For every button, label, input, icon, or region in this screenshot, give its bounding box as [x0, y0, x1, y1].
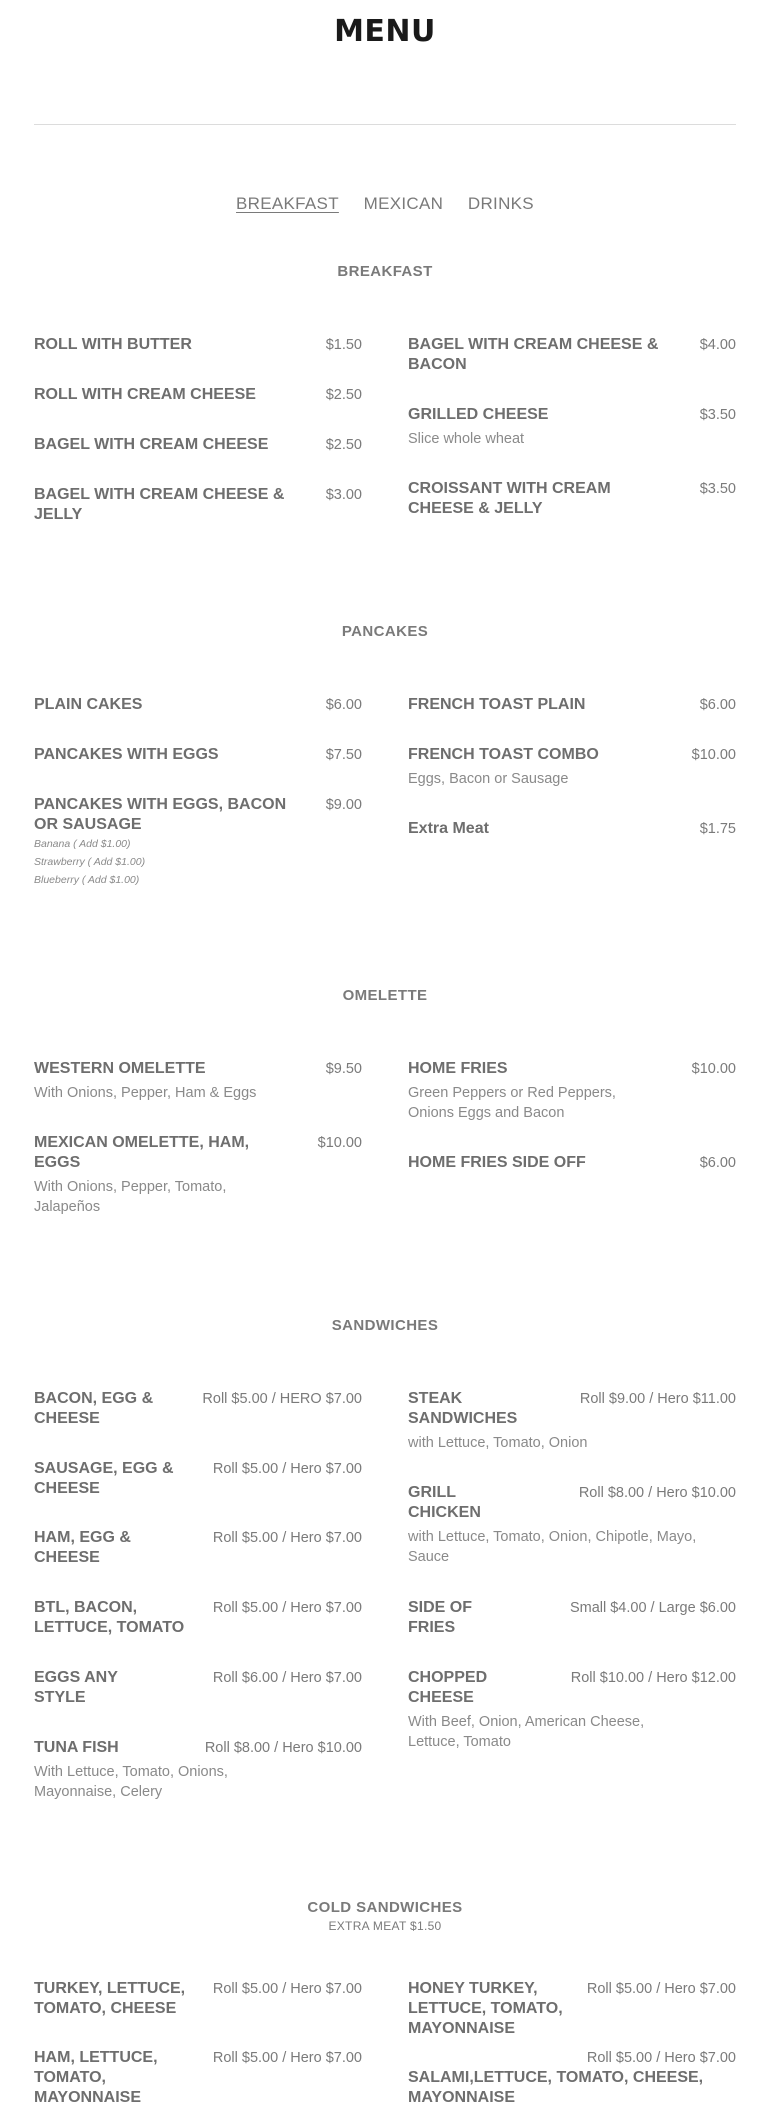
item-price: Roll $6.00 / Hero $7.00: [212, 1670, 362, 1686]
item-name: HOME FRIES: [408, 1060, 508, 1077]
menu-tabs: [0, 194, 770, 214]
menu-item: [34, 1389, 362, 1429]
item-name: ROLL WITH BUTTER: [34, 336, 192, 353]
menu-item: [34, 1668, 362, 1708]
section-subtitle: EXTRA MEAT $1.50: [328, 1919, 442, 1933]
section-breakfast: [34, 262, 736, 523]
item-price: Roll $5.00 / Hero $7.00: [586, 1981, 736, 1997]
item-price: Roll $5.00 / HERO $7.00: [202, 1391, 362, 1407]
menu-item: [408, 1059, 736, 1123]
item-name: HOME FRIES SIDE OFF: [408, 1154, 586, 1171]
menu-item: [408, 695, 736, 715]
tab-mexican[interactable]: MEXICAN: [363, 194, 444, 213]
item-name: CROISSANT WITH CREAM CHEESE & JELLY: [408, 480, 611, 517]
menu-item: [408, 2048, 736, 2108]
item-name: BAGEL WITH CREAM CHEESE: [34, 436, 269, 453]
menu-item: [408, 1153, 736, 1173]
menu-item: [408, 405, 736, 449]
item-description: With Onions, Pepper, Ham & Eggs: [34, 1085, 257, 1101]
menu-item: [34, 1059, 362, 1103]
menu-item: [34, 695, 362, 715]
item-price: $1.50: [325, 337, 362, 353]
item-note: Strawberry ( Add $1.00): [34, 856, 146, 868]
item-name: TURKEY, LETTUCE, TOMATO, CHEESE: [34, 1980, 186, 2017]
item-price: $10.00: [691, 747, 736, 763]
section-title: COLD SANDWICHES: [307, 1899, 463, 1916]
item-price: Roll $5.00 / Hero $7.00: [586, 2050, 736, 2066]
section-cold-sandwiches: [34, 1898, 736, 2106]
item-price: Roll $5.00 / Hero $7.00: [212, 2050, 362, 2066]
item-name: HAM, EGG & CHEESE: [34, 1529, 131, 1566]
item-description: With Onions, Pepper, Tomato, Jalapeños: [34, 1179, 227, 1215]
section-pancakes: [34, 622, 736, 886]
menu-item: [34, 1528, 362, 1568]
item-name: Extra Meat: [408, 820, 489, 837]
item-price: $4.00: [699, 337, 736, 353]
menu-item: [34, 1979, 362, 2019]
menu-item: [408, 1483, 736, 1567]
section-sandwiches: [34, 1316, 736, 1800]
item-name: STEAK SANDWICHES: [408, 1390, 518, 1427]
menu-item: [34, 795, 362, 889]
item-price: $6.00: [699, 1155, 736, 1171]
item-price: $9.50: [325, 1061, 362, 1077]
item-price: Roll $10.00 / Hero $12.00: [570, 1670, 736, 1686]
item-price: $10.00: [317, 1135, 362, 1151]
item-description: with Lettuce, Tomato, Onion, Chipotle, Mayo, Sauce: [408, 1529, 697, 1565]
item-description: Eggs, Bacon or Sausage: [408, 771, 569, 787]
item-name: SIDE OF FRIES: [408, 1599, 473, 1636]
item-name: BACON, EGG & CHEESE: [34, 1390, 154, 1427]
item-name: SALAMI,LETTUCE, TOMATO, CHEESE, MAYONNAISE: [408, 2069, 704, 2106]
section-title: BREAKFAST: [337, 263, 433, 280]
menu-item: [34, 745, 362, 765]
item-price: $3.50: [699, 481, 736, 497]
menu-item: [34, 2048, 362, 2108]
menu-item: [408, 1598, 736, 1638]
header-divider: [34, 124, 736, 125]
menu-item: [34, 435, 362, 455]
item-name: HONEY TURKEY, LETTUCE, TOMATO, MAYONNAISE: [408, 1980, 563, 2037]
item-name: MEXICAN OMELETTE, HAM, EGGS: [34, 1134, 250, 1171]
item-price: Roll $8.00 / Hero $10.00: [204, 1740, 362, 1756]
item-name: BTL, BACON, LETTUCE, TOMATO: [34, 1599, 185, 1636]
item-name: PANCAKES WITH EGGS: [34, 746, 219, 763]
item-price: $10.00: [691, 1061, 736, 1077]
item-description: With Lettuce, Tomato, Onions, Mayonnaise, Celery: [34, 1764, 228, 1800]
menu-item: [408, 335, 736, 375]
item-name: CHOPPED CHEESE: [408, 1669, 488, 1706]
menu-item: [34, 485, 362, 525]
item-name: PANCAKES WITH EGGS, BACON OR SAUSAGE: [34, 796, 287, 833]
menu-item: [408, 819, 736, 839]
item-price: Roll $8.00 / Hero $10.00: [578, 1485, 736, 1501]
item-price: Small $4.00 / Large $6.00: [569, 1600, 736, 1616]
tab-drinks[interactable]: DRINKS: [467, 194, 534, 213]
menu-item: [408, 1668, 736, 1752]
menu-item: [34, 1738, 362, 1802]
item-note: Banana ( Add $1.00): [34, 838, 131, 850]
item-name: SAUSAGE, EGG & CHEESE: [34, 1460, 174, 1497]
item-price: $1.75: [699, 821, 736, 837]
menu-item: [34, 1459, 362, 1499]
menu-item: [34, 1133, 362, 1217]
tab-breakfast[interactable]: BREAKFAST: [236, 194, 339, 213]
menu-item: [408, 1389, 736, 1453]
item-name: HAM, LETTUCE, TOMATO, MAYONNAISE: [34, 2049, 158, 2106]
item-note: Blueberry ( Add $1.00): [34, 874, 140, 886]
menu-item: [408, 1979, 736, 2039]
menu-item: [34, 1598, 362, 1638]
menu-item: [34, 385, 362, 405]
menu-item: [408, 745, 736, 789]
page-title: MENU: [334, 14, 436, 49]
item-price: $6.00: [699, 697, 736, 713]
item-price: Roll $5.00 / Hero $7.00: [212, 1981, 362, 1997]
item-price: $7.50: [325, 747, 362, 763]
item-description: with Lettuce, Tomato, Onion: [408, 1435, 588, 1451]
menu-item: [34, 335, 362, 355]
item-name: PLAIN CAKES: [34, 696, 143, 713]
section-title: OMELETTE: [342, 987, 428, 1004]
item-description: With Beef, Onion, American Cheese, Lettuce, Tomato: [408, 1714, 645, 1750]
item-name: BAGEL WITH CREAM CHEESE & BACON: [408, 336, 659, 373]
section-omelette: [34, 986, 736, 1215]
item-price: Roll $5.00 / Hero $7.00: [212, 1600, 362, 1616]
item-price: $2.50: [325, 437, 362, 453]
item-price: $9.00: [325, 797, 362, 813]
item-name: TUNA FISH: [34, 1739, 119, 1756]
item-price: Roll $5.00 / Hero $7.00: [212, 1461, 362, 1477]
item-name: GRILL CHICKEN: [408, 1484, 481, 1521]
item-name: FRENCH TOAST PLAIN: [408, 696, 586, 713]
item-price: $6.00: [325, 697, 362, 713]
section-title: SANDWICHES: [331, 1317, 439, 1334]
item-price: Roll $5.00 / Hero $7.00: [212, 1530, 362, 1546]
item-name: BAGEL WITH CREAM CHEESE & JELLY: [34, 486, 285, 523]
item-name: ROLL WITH CREAM CHEESE: [34, 386, 256, 403]
item-price: $3.50: [699, 407, 736, 423]
item-price: Roll $9.00 / Hero $11.00: [579, 1391, 736, 1407]
item-name: EGGS ANY STYLE: [34, 1669, 118, 1706]
item-price: $2.50: [325, 387, 362, 403]
item-name: GRILLED CHEESE: [408, 406, 549, 423]
item-description: Slice whole wheat: [408, 431, 525, 447]
item-name: FRENCH TOAST COMBO: [408, 746, 599, 763]
item-description: Green Peppers or Red Peppers, Onions Eggs and Bacon: [408, 1085, 616, 1121]
section-title: PANCAKES: [341, 623, 429, 640]
menu-item: [408, 479, 736, 519]
item-name: WESTERN OMELETTE: [34, 1060, 206, 1077]
item-price: $3.00: [325, 487, 362, 503]
